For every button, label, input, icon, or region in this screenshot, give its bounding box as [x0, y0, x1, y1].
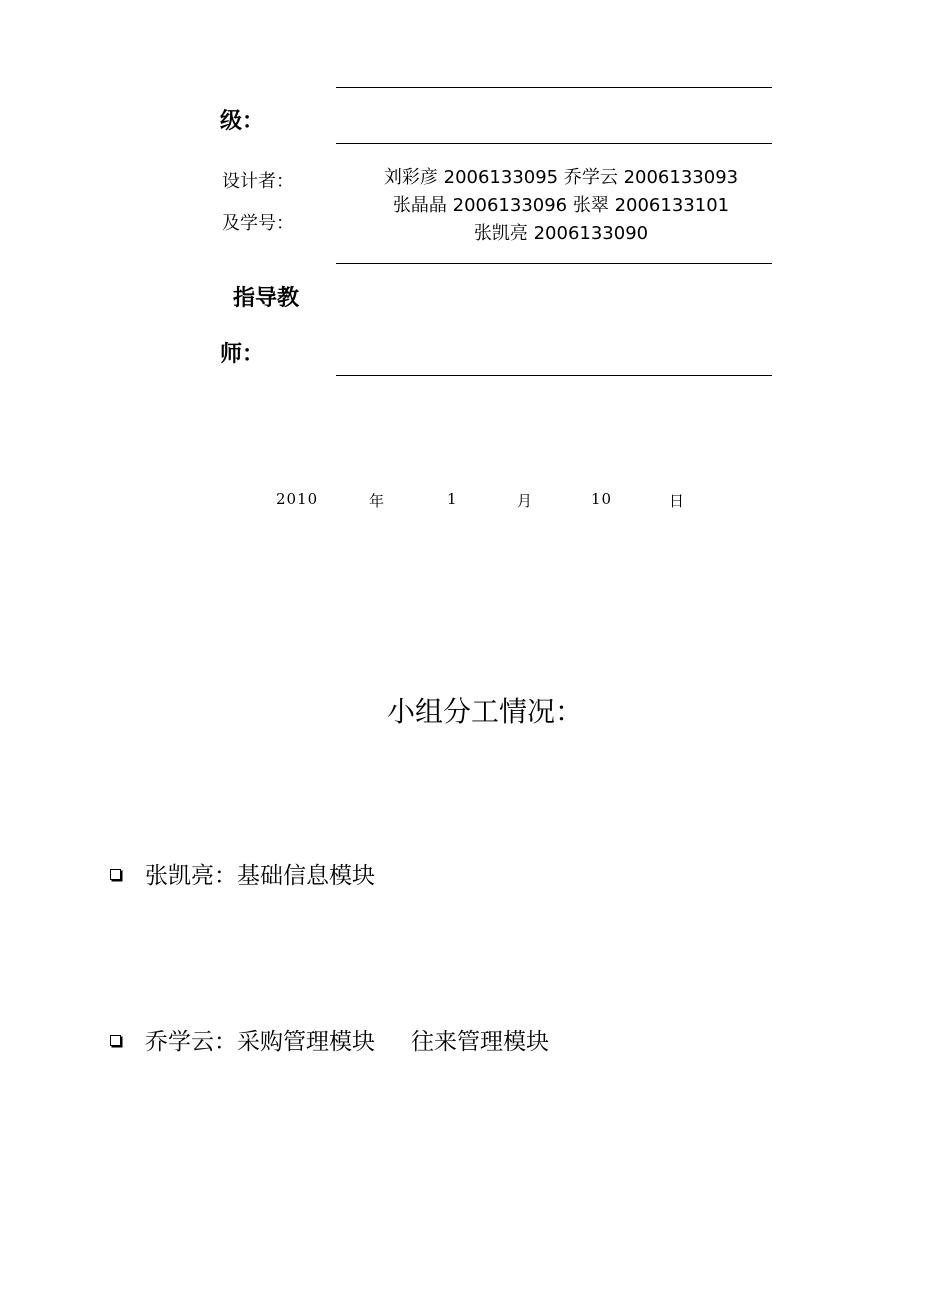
division-person: 张凯亮： [145, 863, 237, 889]
date-day-unit: 日 [669, 492, 686, 510]
division-person: 乔学云： [145, 1029, 237, 1055]
designers-line: 刘彩彦 2006133095 乔学云 2006133093 [383, 167, 739, 188]
designers-label-line1: 设计者： [222, 171, 294, 192]
division-module: 采购管理模块 [237, 1029, 375, 1055]
square-bullet-icon [110, 869, 121, 880]
teacher-underline [336, 375, 772, 376]
square-bullet-icon [110, 1035, 121, 1046]
designers-line: 张晶晶 2006133096 张翠 2006133101 [392, 195, 730, 216]
division-module: 往来管理模块 [411, 1029, 549, 1055]
teacher-label-line1: 指导教 [233, 286, 300, 311]
designers-underline [336, 263, 772, 264]
date-month-unit: 月 [517, 492, 534, 510]
designers-line: 张凯亮 2006133090 [473, 223, 649, 244]
designers-label-line2: 及学号： [222, 213, 294, 234]
date-year: 2010 [276, 490, 319, 508]
date-month: 1 [447, 490, 458, 508]
class-label: 级： [220, 109, 265, 134]
division-title: 小组分工情况： [386, 695, 583, 728]
list-item [110, 857, 375, 890]
date-day: 10 [591, 490, 613, 508]
class-underline-top [336, 87, 772, 88]
list-item [110, 1023, 549, 1056]
class-underline-bottom [336, 143, 772, 144]
division-module: 基础信息模块 [237, 863, 375, 889]
date-year-unit: 年 [369, 492, 386, 510]
designers-list [336, 164, 786, 248]
teacher-label-line2: 师： [220, 342, 265, 367]
